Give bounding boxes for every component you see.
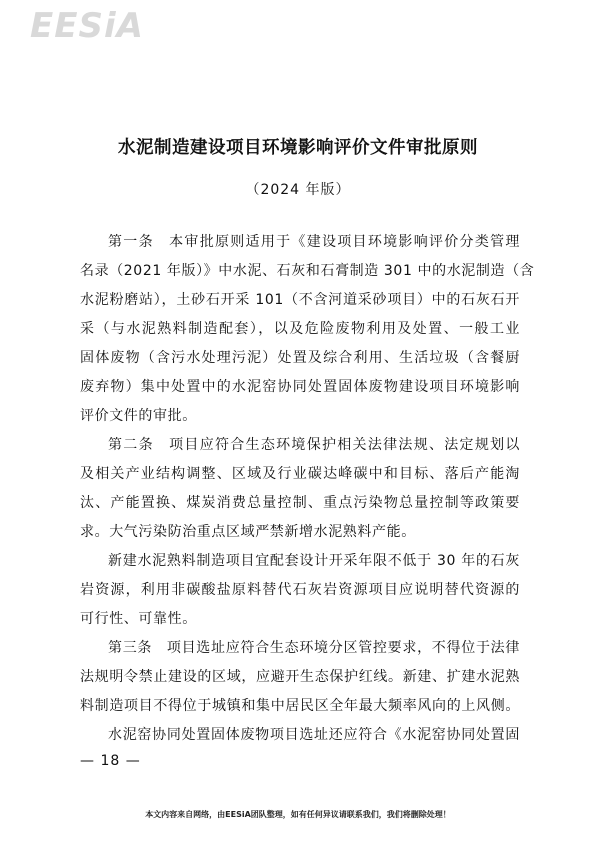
document-subtitle: （2024 年版） xyxy=(245,182,351,198)
body-line: 水泥窑协同处置固体废物项目选址还应符合《水泥窑协同处置固 xyxy=(108,727,520,743)
body-line: 新建水泥熟料制造项目宜配套设计开采年限不低于 30 年的石灰 xyxy=(108,553,520,569)
body-line: 评价文件的审批。 xyxy=(80,408,197,424)
body-line: 及相关产业结构调整、区域及行业碳达峰碳中和目标、落后产能淘 xyxy=(80,466,520,482)
document-body xyxy=(80,228,535,750)
eesia-logo: EESiA xyxy=(30,6,144,46)
document-title: 水泥制造建设项目环境影响评价文件审批原则 xyxy=(118,138,478,158)
body-line: 水泥粉磨站），土砂石开采 101（不含河道采砂项目）中的石灰石开 xyxy=(80,292,520,308)
body-line: 岩资源，利用非碳酸盐原料替代石灰岩资源项目应说明替代资源的 xyxy=(80,582,520,598)
body-line: 料制造项目不得位于城镇和集中居民区全年最大频率风向的上风侧。 xyxy=(80,698,520,714)
page-number: — 18 — xyxy=(80,753,141,769)
body-line: 固体废物（含污水处理污泥）处置及综合利用、生活垃圾（含餐厨 xyxy=(80,350,520,366)
body-line: 汰、产能置换、煤炭消费总量控制、重点污染物总量控制等政策要 xyxy=(80,495,520,511)
body-line: 可行性、可靠性。 xyxy=(80,611,197,627)
body-line: 求。大气污染防治重点区域严禁新增水泥熟料产能。 xyxy=(80,524,416,540)
body-line: 第三条 项目选址应符合生态环境分区管控要求，不得位于法律 xyxy=(108,640,520,656)
body-line: 废弃物）集中处置中的水泥窑协同处置固体废物建设项目环境影响 xyxy=(80,379,520,395)
body-line: 采（与水泥熟料制造配套），以及危险废物利用及处置、一般工业 xyxy=(80,321,520,337)
body-line: 第二条 项目应符合生态环境保护相关法律法规、法定规划以 xyxy=(108,437,520,453)
body-line: 名录（2021 年版）》中水泥、石灰和石膏制造 301 中的水泥制造（含 xyxy=(80,263,535,279)
body-line: 第一条 本审批原则适用于《建设项目环境影响评价分类管理 xyxy=(108,234,520,250)
footer-note: 本文内容来自网络，由EESiA团队整理，如有任何异议请联系我们，我们将删除处理！ xyxy=(145,810,451,819)
body-line: 法规明令禁止建设的区域，应避开生态保护红线。新建、扩建水泥熟 xyxy=(80,669,520,685)
